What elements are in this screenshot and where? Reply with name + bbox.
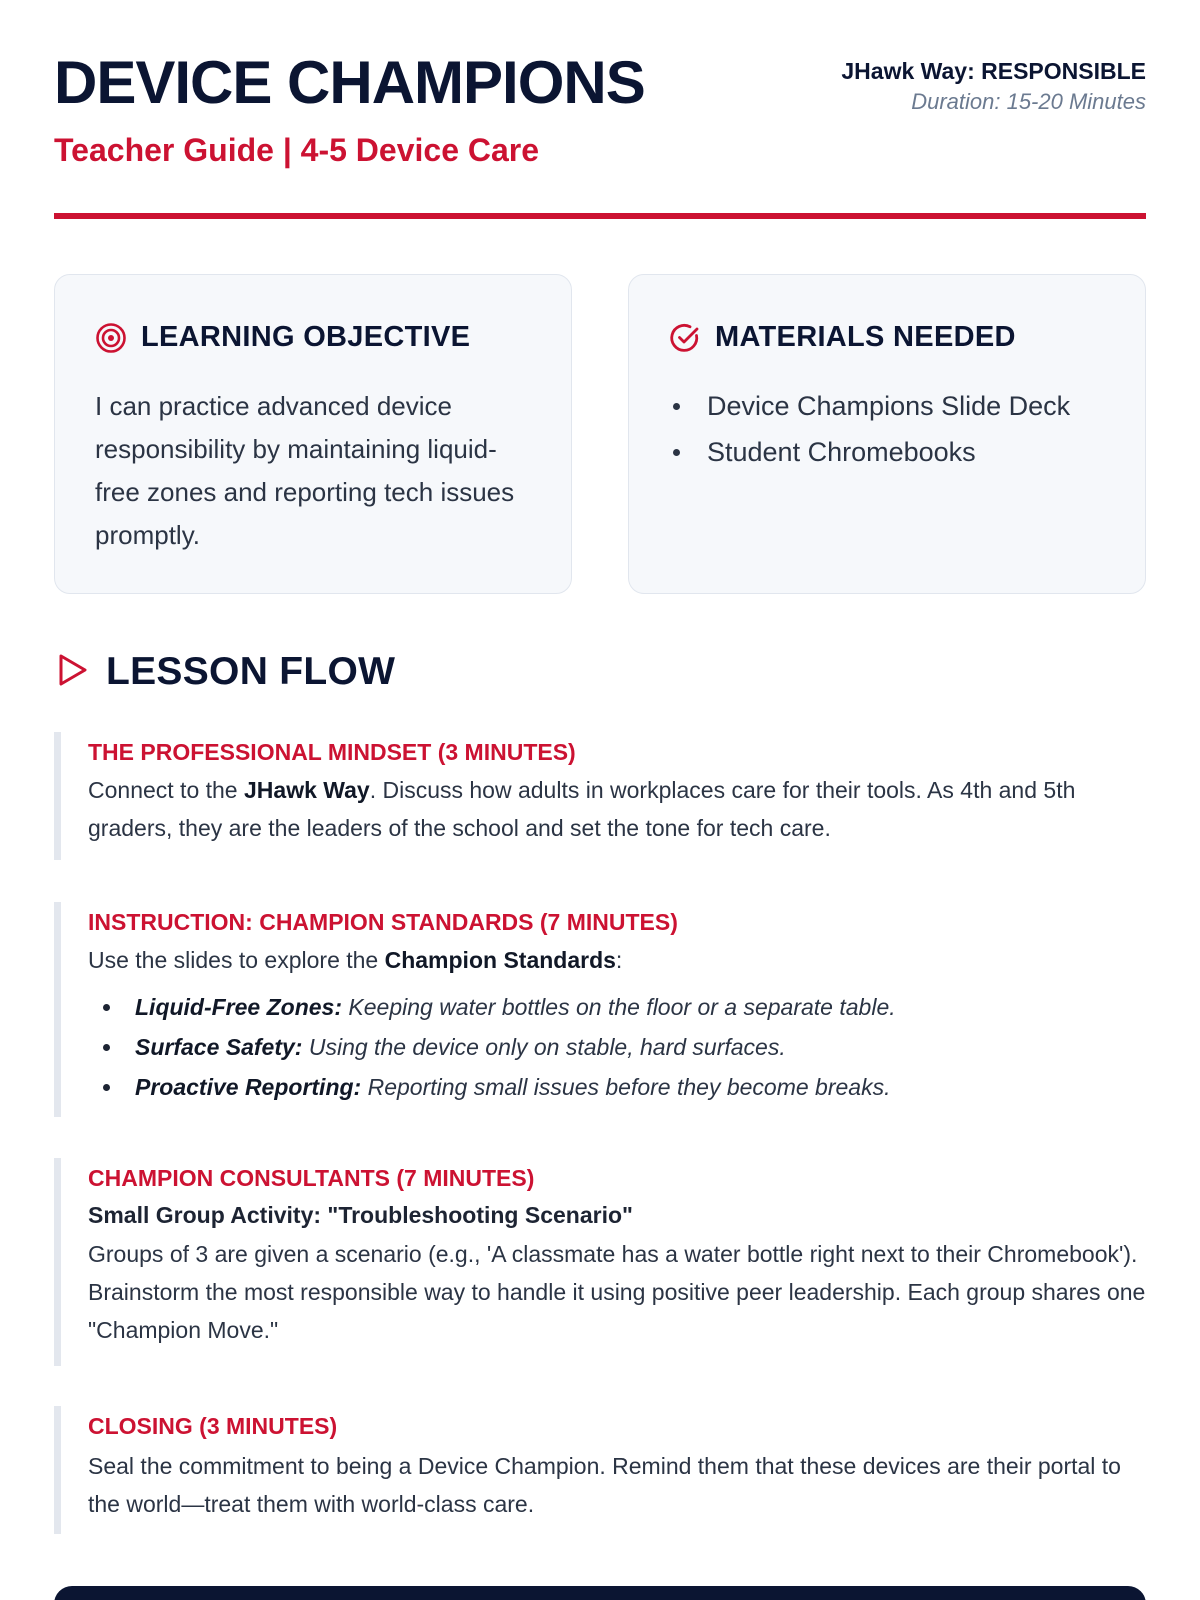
header-divider bbox=[54, 213, 1146, 219]
lesson-step-closing bbox=[54, 1406, 1146, 1534]
list-item: Surface Safety: Using the device only on stable, hard surfaces. bbox=[88, 1027, 1146, 1067]
check-circle-icon bbox=[669, 322, 701, 354]
materials-title: MATERIALS NEEDED bbox=[715, 321, 1016, 353]
champion-standards-list bbox=[88, 987, 1146, 1107]
learning-objective-text: I can practice advanced device responsibility by maintaining liquid-free zones and reporting tech issues promptly. bbox=[95, 391, 515, 550]
step-text: Groups of 3 are given a scenario (e.g., 'A classmate has a water bottle right next to their Chromebook'). Brainstorm the most responsible way to handle it using positive peer leadership. Each group shares one "Champion Move." bbox=[88, 1241, 1146, 1343]
lesson-flow-header bbox=[54, 650, 395, 694]
footer-bar bbox=[54, 1586, 1146, 1600]
step-title: THE PROFESSIONAL MINDSET (3 MINUTES) bbox=[88, 739, 576, 765]
materials-header bbox=[669, 321, 1016, 354]
list-item: Liquid-Free Zones: Keeping water bottles on the floor or a separate table. bbox=[88, 987, 1146, 1027]
list-item: Proactive Reporting: Reporting small issues before they become breaks. bbox=[88, 1067, 1146, 1107]
teacher-guide-page bbox=[54, 0, 1146, 1600]
step-text: Connect to the JHawk Way. Discuss how adults in workplaces care for their tools. As 4th and 5th graders, they are the leaders of the school and set the tone for tech care. bbox=[88, 777, 1076, 841]
lesson-step-professional-mindset bbox=[54, 732, 1146, 860]
materials-card bbox=[628, 274, 1146, 594]
step-title: CLOSING (3 MINUTES) bbox=[88, 1413, 338, 1439]
step-text: Seal the commitment to being a Device Champion. Remind them that these devices are their portal to the world—treat them with world-class care. bbox=[88, 1453, 1121, 1517]
list-item: Device Champions Slide Deck bbox=[669, 383, 1070, 429]
page-title: DEVICE CHAMPIONS bbox=[54, 49, 645, 116]
lesson-step-champion-standards bbox=[54, 902, 1146, 1117]
step-subtitle: Small Group Activity: "Troubleshooting Scenario" bbox=[88, 1202, 633, 1228]
target-icon bbox=[95, 322, 127, 354]
lesson-flow-title: LESSON FLOW bbox=[106, 650, 396, 693]
lesson-meta bbox=[841, 56, 1146, 118]
learning-objective-title: LEARNING OBJECTIVE bbox=[141, 321, 471, 353]
step-title: INSTRUCTION: CHAMPION STANDARDS (7 MINUTES) bbox=[88, 909, 678, 935]
learning-objective-header bbox=[95, 321, 470, 354]
lesson-step-champion-consultants bbox=[54, 1158, 1146, 1366]
step-text: Use the slides to explore the Champion Standards: bbox=[88, 947, 623, 973]
step-title: CHAMPION CONSULTANTS (7 MINUTES) bbox=[88, 1165, 535, 1191]
page-header bbox=[54, 50, 1146, 180]
jhawk-way-label: JHawk Way: RESPONSIBLE bbox=[841, 58, 1146, 84]
materials-list bbox=[669, 383, 1070, 475]
duration-label: Duration: 15-20 Minutes bbox=[911, 89, 1146, 114]
learning-objective-card bbox=[54, 274, 572, 594]
play-icon bbox=[54, 651, 90, 694]
page-subtitle: Teacher Guide | 4-5 Device Care bbox=[54, 132, 540, 168]
list-item: Student Chromebooks bbox=[669, 429, 1070, 475]
